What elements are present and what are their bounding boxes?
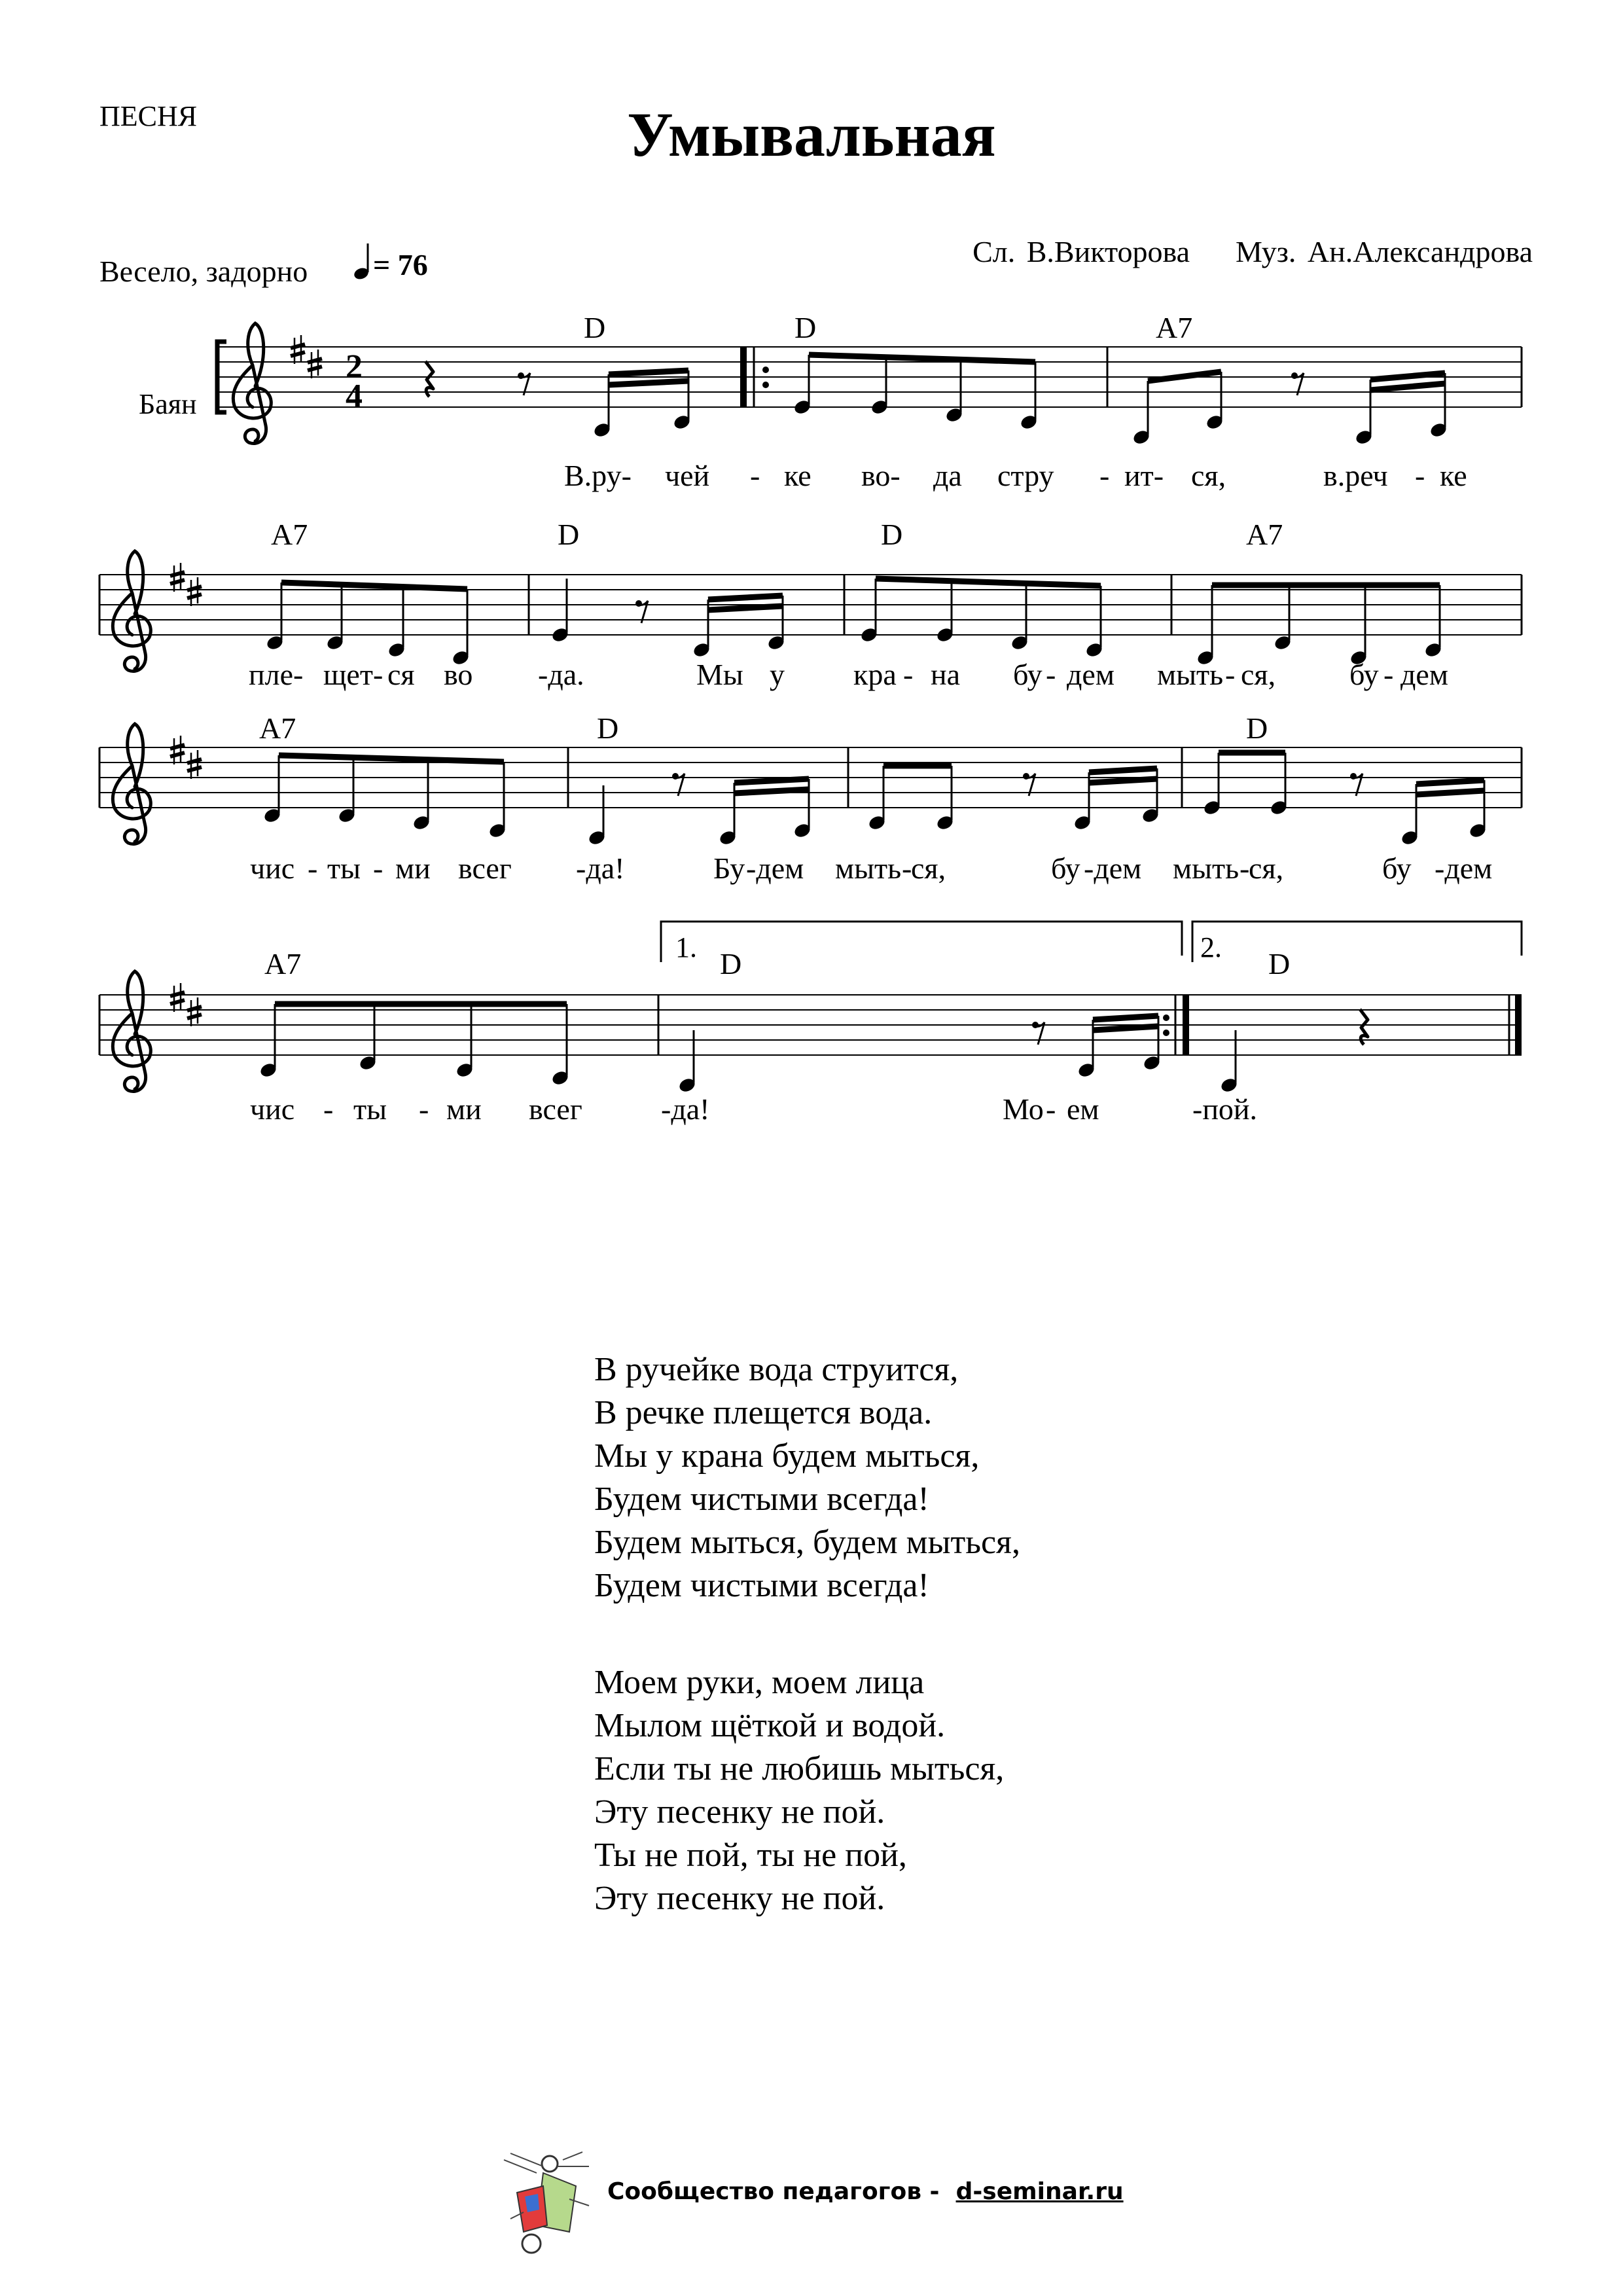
verse-1 — [594, 1348, 1020, 1607]
lyric-syllable: - — [323, 1092, 334, 1126]
lyric-syllable: в.реч — [1323, 459, 1388, 492]
community-logo-icon — [497, 2147, 596, 2258]
chord: A7 — [1246, 518, 1283, 551]
lyric-syllable: чис — [250, 852, 295, 885]
lyric-syllable: -да! — [576, 852, 625, 885]
lyric-syllable: - — [1240, 852, 1250, 885]
volta-1: 1. — [675, 931, 697, 963]
lyric-syllable: ке — [784, 459, 812, 492]
lyric-syllable: ке — [1440, 459, 1467, 492]
lyric-syllable: чей — [665, 459, 710, 492]
lyric-syllable: ми — [395, 852, 431, 885]
chord: D — [584, 311, 606, 344]
chord: D — [881, 518, 903, 551]
verse-line: Мылом щёткой и водой. — [594, 1707, 946, 1744]
chord: A7 — [1156, 311, 1193, 344]
lyric-syllable: ся, — [1249, 852, 1284, 885]
verse-line: Будем чистыми всегда! — [594, 1567, 929, 1604]
tempo-bpm: = 76 — [373, 248, 428, 281]
lyric-syllable: Мо — [1003, 1092, 1044, 1126]
lyric-syllable: ты — [327, 852, 361, 885]
lyric-syllable: у — [770, 658, 785, 691]
verse-line: В речке плещется вода. — [594, 1394, 933, 1431]
lyric-syllable: ми — [446, 1092, 482, 1126]
lyric-syllable: ит- — [1124, 459, 1164, 492]
verse-line: Если ты не любишь мыться, — [594, 1750, 1005, 1787]
chord: D — [597, 711, 619, 745]
lyric-syllable: Мы — [696, 658, 743, 691]
svg-text:4: 4 — [346, 378, 363, 415]
lyric-syllable: стру — [997, 459, 1054, 492]
lyric-syllable: - — [1225, 658, 1236, 691]
lyric-syllable: - — [1099, 459, 1110, 492]
lyric-syllable: пле- — [249, 658, 304, 691]
lyric-syllable: -дем — [1435, 852, 1493, 885]
lyric-syllable: - — [1383, 658, 1394, 691]
instrument-label: Баян — [139, 388, 197, 420]
footer — [607, 2178, 1124, 2205]
lyric-syllable: ты — [353, 1092, 387, 1126]
lyric-syllable: дем — [1067, 658, 1115, 691]
lyric-syllable: - — [1046, 1092, 1056, 1126]
genre-label: ПЕСНЯ — [99, 100, 198, 132]
lyric-syllable: - — [902, 852, 912, 885]
lyricist: Сл. В.Викторова — [972, 235, 1190, 268]
lyric-syllable: чис — [250, 1092, 295, 1126]
lyric-syllable: ся — [387, 658, 415, 691]
system-3 — [99, 724, 1522, 846]
volta-2: 2. — [1200, 931, 1222, 963]
chord: D — [720, 947, 742, 980]
lyric-syllable: мыть — [1173, 852, 1240, 885]
lyric-syllable: бу — [1382, 852, 1412, 885]
lyric-syllable: всег — [458, 852, 512, 885]
lyric-syllable: - — [750, 459, 760, 492]
lyric-syllable: -дем — [746, 852, 804, 885]
verse-line: Будем чистыми всегда! — [594, 1480, 929, 1518]
lyric-syllable: - — [419, 1092, 429, 1126]
lyric-syllable: во — [444, 658, 473, 691]
lyric-syllable: бу — [1013, 658, 1043, 691]
chord: D — [558, 518, 580, 551]
lyric-syllable: щет- — [323, 658, 383, 691]
lyric-syllable: ся, — [911, 852, 946, 885]
verse-line: В ручейке вода струится, — [594, 1351, 959, 1388]
system-1 — [217, 323, 1522, 446]
verse-line: Будем мыться, будем мыться, — [594, 1524, 1020, 1561]
lyric-syllable: В.ру- — [564, 459, 632, 492]
lyric-syllable: ся, — [1191, 459, 1226, 492]
system-2 — [99, 551, 1522, 672]
lyric-syllable: мыть — [1157, 658, 1224, 691]
lyric-syllable: бу — [1349, 658, 1379, 691]
lyric-syllable: ся, — [1241, 658, 1276, 691]
lyric-syllable: - — [373, 852, 383, 885]
verse-line: Ты не пой, ты не пой, — [594, 1837, 907, 1874]
lyric-syllable: дем — [1400, 658, 1448, 691]
lyric-syllable: -да! — [661, 1092, 710, 1126]
lyric-syllable: на — [931, 658, 961, 691]
lyric-syllable: -пой. — [1192, 1092, 1258, 1126]
tempo-text: Весело, задорно — [99, 255, 308, 288]
composer: Муз. Ан.Александрова — [1235, 235, 1533, 268]
chord: A7 — [271, 518, 308, 551]
lyric-syllable: во- — [861, 459, 901, 492]
lyric-syllable: да — [933, 459, 962, 492]
chord: D — [1246, 711, 1268, 745]
chord: D — [1268, 947, 1291, 980]
song-title: Умывальная — [627, 99, 996, 170]
lyric-syllable: всег — [529, 1092, 582, 1126]
verse-2 — [594, 1661, 1004, 1920]
verse-line: Моем руки, моем лица — [594, 1664, 925, 1701]
lyric-syllable: -дем — [1084, 852, 1142, 885]
system-4 — [99, 922, 1522, 1094]
chord: A7 — [259, 711, 296, 745]
lyric-syllable: Бу — [713, 852, 745, 885]
lyric-syllable: бу — [1051, 852, 1080, 885]
chord: A7 — [264, 947, 302, 980]
lyric-syllable: - — [1415, 459, 1425, 492]
lyric-syllable: мыть — [835, 852, 902, 885]
verse-line: Эту песенку не пой. — [594, 1793, 885, 1831]
verse-line: Эту песенку не пой. — [594, 1880, 885, 1917]
verse-line: Мы у крана будем мыться, — [594, 1437, 980, 1475]
footer-community: Сообщество педагогов - — [607, 2178, 940, 2205]
lyric-syllable: кра — [853, 658, 897, 691]
footer-site-link[interactable]: d-seminar.ru — [955, 2178, 1124, 2205]
lyric-syllable: -да. — [538, 658, 584, 691]
chord: D — [794, 311, 817, 344]
lyric-syllable: - — [903, 658, 914, 691]
lyric-syllable: - — [308, 852, 318, 885]
lyric-syllable: ем — [1067, 1092, 1099, 1126]
lyric-syllable: - — [1046, 658, 1056, 691]
svg-text:2: 2 — [346, 348, 363, 386]
